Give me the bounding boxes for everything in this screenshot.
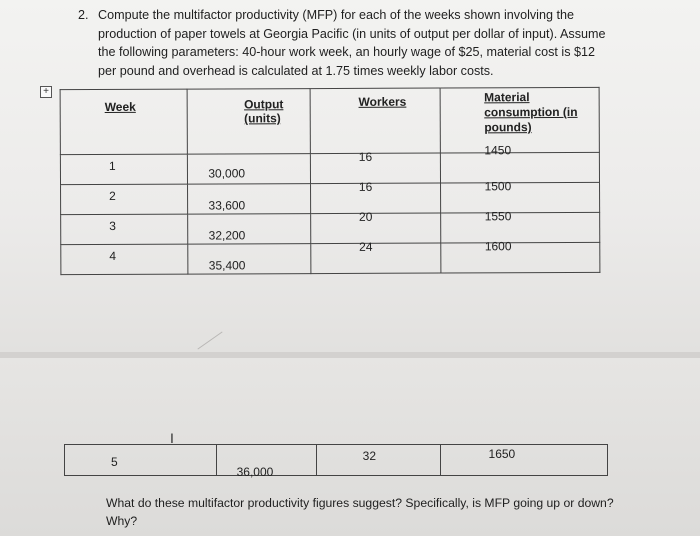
header-week: Week — [60, 89, 188, 155]
table-header-row — [60, 87, 599, 154]
cell-output: 33,600 — [188, 184, 311, 215]
table-row — [61, 182, 600, 214]
header-material-label: Material consumption (in pounds) — [484, 90, 578, 135]
question-number: 2. — [78, 8, 89, 22]
table-expand-icon[interactable]: + — [40, 86, 52, 98]
cell-workers: 24 — [311, 243, 441, 274]
cell-week: 5 — [65, 445, 217, 476]
table-row — [65, 445, 608, 476]
cell-material: 1650 — [440, 445, 607, 476]
cell-week: 4 — [61, 244, 189, 275]
cell-material: 1600 — [440, 242, 600, 273]
text-cursor-icon: I — [170, 430, 174, 446]
header-material — [440, 87, 600, 153]
cell-output: 32,200 — [188, 214, 311, 245]
cell-week: 1 — [60, 154, 188, 185]
cell-week: 2 — [61, 184, 189, 215]
cell-output: 30,000 — [188, 154, 311, 185]
header-workers: Workers — [310, 88, 440, 154]
cell-material: 1500 — [440, 182, 600, 213]
cell-material: 1450 — [440, 152, 600, 183]
cell-output: 36,000 — [216, 445, 316, 476]
cell-week: 3 — [61, 214, 189, 245]
closing-question: What do these multifactor productivity figures suggest? Specifically, is MFP going up or down? Why? — [106, 496, 614, 528]
cell-workers: 16 — [310, 153, 440, 184]
header-output: Output (units) — [187, 89, 310, 155]
cell-material: 1550 — [440, 212, 600, 243]
cell-workers: 20 — [311, 213, 441, 244]
question-text: Compute the multifactor productivity (MFP) for each of the weeks shown involving the production of paper towels at Georgia Pacific (in units of output per dollar of input). Assume the following parameters: 40-hour work week, an hourly wage of $25, material cost is $12 per pound and overhead is calculated at 1.75 times weekly labor costs. — [98, 8, 606, 78]
table-row — [61, 212, 600, 244]
cell-workers: 32 — [316, 445, 440, 476]
table-row — [60, 152, 599, 184]
production-table — [60, 87, 601, 275]
question-block — [78, 6, 608, 80]
week5-table — [64, 444, 608, 479]
table-row — [61, 242, 600, 274]
cell-workers: 16 — [310, 183, 440, 214]
cell-output: 35,400 — [188, 244, 311, 275]
